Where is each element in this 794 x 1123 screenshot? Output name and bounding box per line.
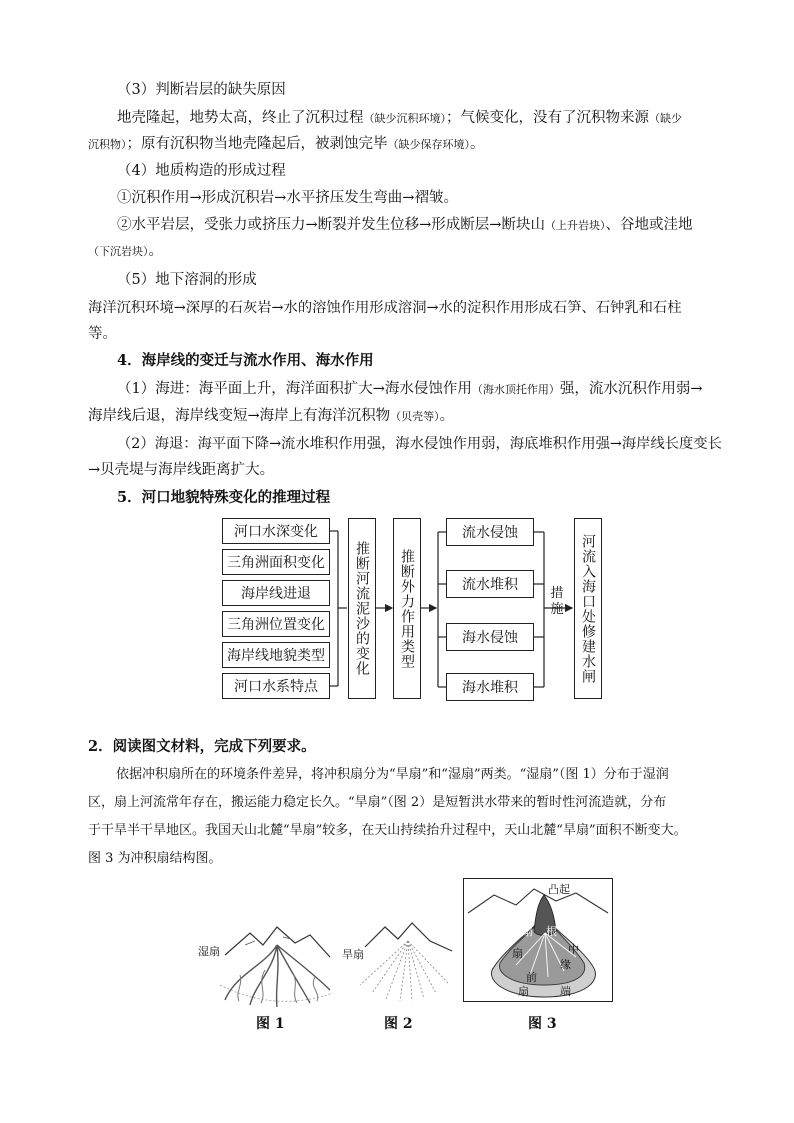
figure-3-top-label: 凸起 (548, 883, 570, 896)
figure-3-end-label: 端 (560, 985, 571, 998)
flow-measure-label: 措施 (550, 586, 564, 617)
figure-2-label: 旱扇 (342, 948, 364, 961)
flow-left-box-6: 河口水系特点 (222, 673, 330, 699)
q2-line4: 图 3 为冲积扇结构图。 (88, 851, 222, 866)
sec3-line2: 沉积物）；原有沉积物当地壳隆起后，被剥蚀完毕（缺少保存环境）。 (88, 136, 485, 152)
flow-left-box-4: 三角洲位置变化 (222, 611, 330, 637)
figure-3-front-label-2: 扇 (518, 985, 529, 998)
sec4-line3: （下沉岩块）。 (88, 243, 163, 259)
figure-3-mid-label-2: 中 (568, 943, 579, 956)
flow-left-box-5: 海岸线地貌类型 (222, 642, 330, 668)
figure-3-front-label-1: 前 (526, 971, 537, 984)
coast-p2-line1: （2）海退：海平面下降→流水堆积作用强，海水侵蚀作用弱，海底堆积作用强→海岸线长度变长 (117, 436, 722, 452)
figure-2-caption: 图 2 (384, 1016, 413, 1032)
figure-1-wet-fan (195, 915, 335, 1010)
figure-3-root-label-1: 扇 (522, 925, 533, 938)
q2-line1: 依据冲积扇所在的环境条件差异，将冲积扇分为“旱扇”和“湿扇”两类。“湿扇”（图 1）分布于湿润 (116, 767, 669, 782)
figure-1-caption: 图 1 (256, 1016, 285, 1032)
coast-p1-line2: 海岸线后退，海岸线变短→海岸上有海洋沉积物（贝壳等）。 (88, 408, 455, 424)
sec5-title: （5）地下溶洞的形成 (117, 272, 257, 288)
sec5-line2: 等。 (88, 326, 117, 342)
flow-right-box-4: 海水堆积 (446, 673, 534, 701)
sec3-title: （3）判断岩层的缺失原因 (117, 82, 286, 98)
wet-fan-illustration (195, 915, 335, 1010)
flow-final-box: 河流入海口处修建水闸 (574, 518, 602, 699)
sec5-line1: 海洋沉积环境→深厚的石灰岩→水的溶蚀作用形成溶洞→水的淀积作用形成石笋、石钟乳和石柱 (88, 300, 682, 316)
coast-title: 4．海岸线的变迁与流水作用、海水作用 (117, 352, 374, 369)
figure-3-root-label-2: 根 (546, 925, 557, 938)
flow-left-box-1: 河口水深变化 (222, 518, 330, 544)
dry-fan-illustration (340, 915, 455, 1010)
coast-p1-line1: （1）海进：海平面上升，海洋面积扩大→海水侵蚀作用（海水顶托作用）强，流水沉积作用弱→ (117, 381, 703, 397)
fan-structure-illustration (464, 879, 611, 1000)
sec4-title: （4）地质构造的形成过程 (117, 163, 286, 179)
figure-3-fan-structure (463, 878, 613, 1002)
flow-left-box-2: 三角洲面积变化 (222, 549, 330, 575)
q2-line3: 于干旱半干旱地区。我国天山北麓“旱扇”较多，在天山持续抬升过程中，天山北麓“旱扇”面积不断变大。 (88, 823, 687, 838)
q2-title: 2．阅读图文材料，完成下列要求。 (88, 738, 316, 755)
flow-mid-box-sediment: 推断河流泥沙的变化 (348, 518, 376, 699)
flow-mid-box-force: 推断外力作用类型 (393, 518, 421, 699)
figure-3-caption: 图 3 (528, 1016, 557, 1032)
estuary-title: 5．河口地貌特殊变化的推理过程 (117, 489, 331, 506)
figure-3-mid-label-1: 扇 (512, 947, 523, 960)
sec4-line1: ①沉积作用→形成沉积岩→水平挤压发生弯曲→褶皱。 (117, 190, 458, 206)
q2-line2: 区，扇上河流常年存在，搬运能力稳定长久。“旱扇”（图 2）是短暂洪水带来的暂时性河流造就，分布 (88, 795, 667, 810)
flow-right-box-1: 流水侵蚀 (446, 518, 534, 546)
figure-2-dry-fan (340, 915, 455, 1010)
sec3-line1: 地壳隆起，地势太高，终止了沉积过程（缺少沉积环境）；气候变化，没有了沉积物来源（缺少 (117, 110, 682, 126)
coast-p2-line2: →贝壳堤与海岸线距离扩大。 (88, 462, 275, 478)
sec4-line2: ②水平岩层，受张力或挤压力→断裂并发生位移→形成断层→断块山（上升岩块）、谷地或洼地 (117, 217, 693, 233)
figure-1-label: 湿扇 (198, 945, 220, 958)
flow-left-box-3: 海岸线进退 (222, 580, 330, 606)
figure-3-edge-label: 缘 (560, 958, 571, 971)
flow-right-box-3: 海水侵蚀 (446, 623, 534, 651)
flow-right-box-2: 流水堆积 (446, 570, 534, 598)
